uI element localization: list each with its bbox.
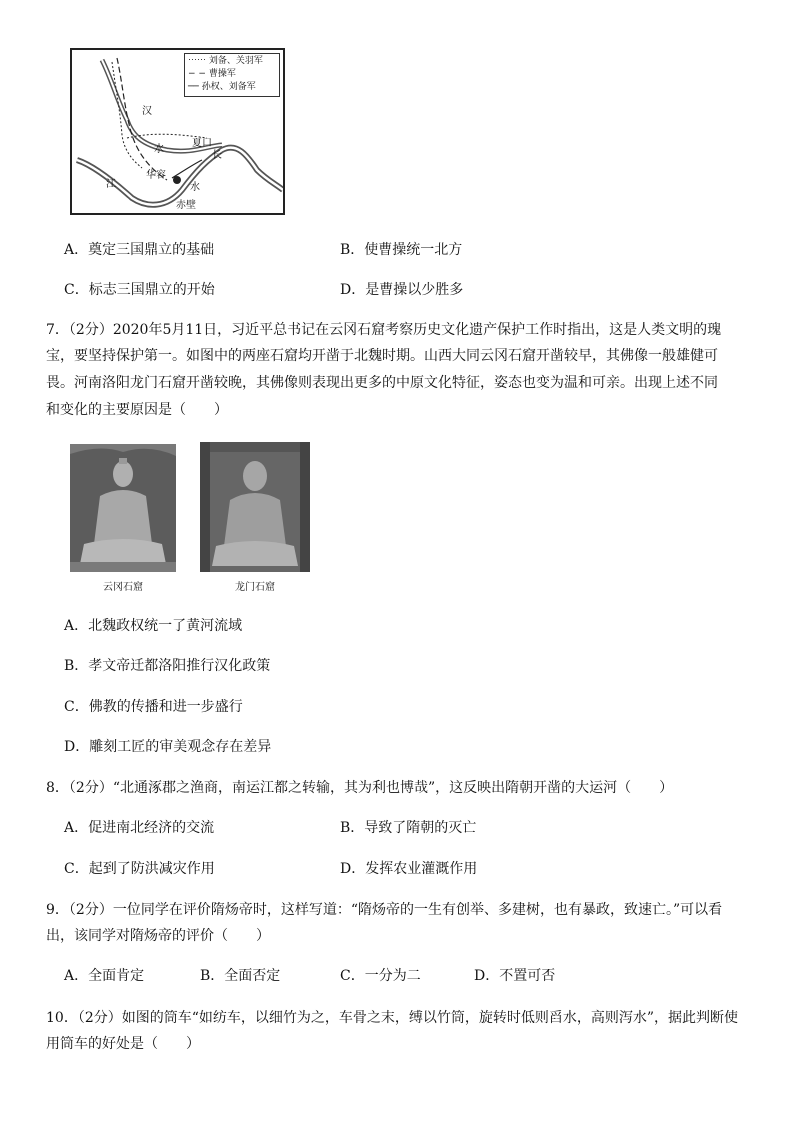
- photo-caption: 龙门石窟: [235, 582, 275, 593]
- q6-option-a: A．奠定三国鼎立的基础: [64, 242, 215, 258]
- q6-option-b: B．使曹操统一北方: [340, 242, 463, 258]
- battle-map-figure: [70, 48, 285, 215]
- q8-option-d: D．发挥农业灌溉作用: [340, 861, 478, 877]
- q9-stem-line: 9．（2分）一位同学在评价隋炀帝时，这样写道：“隋炀帝的一生有创举、多建树，也有暴政，致速亡。”可以看: [46, 902, 723, 918]
- legend-item: − − 曹操军: [188, 69, 236, 79]
- q7-option-c: C．佛教的传播和进一步盛行: [64, 699, 243, 715]
- q7-stem-line: 宝，要坚持保护第一。如图中的两座石窟均开凿于北魏时期。山西大同云冈石窟开凿较早，其佛像一般雄健可: [46, 348, 718, 364]
- q7-option-d: D．雕刻工匠的审美观念存在差异: [64, 739, 272, 755]
- map-label-han: 汉: [142, 106, 152, 117]
- q10-stem-line: 用筒车的好处是（ ）: [46, 1036, 200, 1052]
- q9-stem-line: 出，该同学对隋炀帝的评价（ ）: [46, 928, 270, 944]
- longmen-buddha-image: [200, 442, 310, 572]
- q7-option-b: B．孝文帝迁都洛阳推行汉化政策: [64, 658, 271, 674]
- legend-item: ── 孙权、刘备军: [188, 82, 256, 92]
- q9-option-a: A．全面肯定: [64, 968, 145, 984]
- map-label-chang: 长: [212, 150, 222, 161]
- q8-option-a: A．促进南北经济的交流: [64, 820, 215, 836]
- yungang-buddha-image: [70, 444, 176, 572]
- q7-stem-line: 和变化的主要原因是（ ）: [46, 402, 228, 418]
- q10-stem-line: 10．（2分）如图的筒车“如纺车，以细竹为之，车骨之末，缚以竹筒，旋转时低则舀水，高则泻水”，据此判断使: [46, 1010, 739, 1026]
- q6-option-d: D．是曹操以少胜多: [340, 282, 464, 298]
- q9-option-b: B．全面否定: [200, 968, 281, 984]
- map-label-xiakou: 夏口: [192, 138, 212, 149]
- q7-stem-line: 7．（2分）2020年5月11日，习近平总书记在云冈石窟考察历史文化遗产保护工作时指出，这是人类文明的瑰: [46, 322, 722, 338]
- map-label-jiang: 江: [106, 179, 116, 190]
- map-label-shui: 水: [154, 144, 164, 155]
- q8-stem: 8．（2分）“北通涿郡之渔商，南运江都之转输，其为利也博哉”，这反映出隋朝开凿的大运河（ ）: [46, 780, 674, 796]
- q9-option-c: C．一分为二: [340, 968, 421, 984]
- q6-option-c: C．标志三国鼎立的开始: [64, 282, 215, 298]
- q7-option-a: A．北魏政权统一了黄河流域: [64, 618, 243, 634]
- photo-caption: 云冈石窟: [103, 582, 143, 593]
- map-label-huarong: 华容: [146, 170, 166, 181]
- map-label-shui2: 水: [190, 182, 200, 193]
- longmen-grotto-photo: [200, 442, 310, 594]
- legend-item: ⋯⋯ 刘备、关羽军: [188, 56, 263, 66]
- q9-option-d: D．不置可否: [474, 968, 556, 984]
- map-legend: [184, 53, 280, 97]
- q7-stem-line: 畏。河南洛阳龙门石窟开凿较晚，其佛像则表现出更多的中原文化特征，姿态也变为温和可亲。出现上述不同: [46, 375, 718, 391]
- map-label-chibi: 赤壁: [176, 200, 196, 211]
- q8-option-c: C．起到了防洪减灾作用: [64, 861, 215, 877]
- chibi-marker-icon: [173, 176, 181, 184]
- q8-option-b: B．导致了隋朝的灭亡: [340, 820, 477, 836]
- yungang-grotto-photo: [70, 444, 176, 594]
